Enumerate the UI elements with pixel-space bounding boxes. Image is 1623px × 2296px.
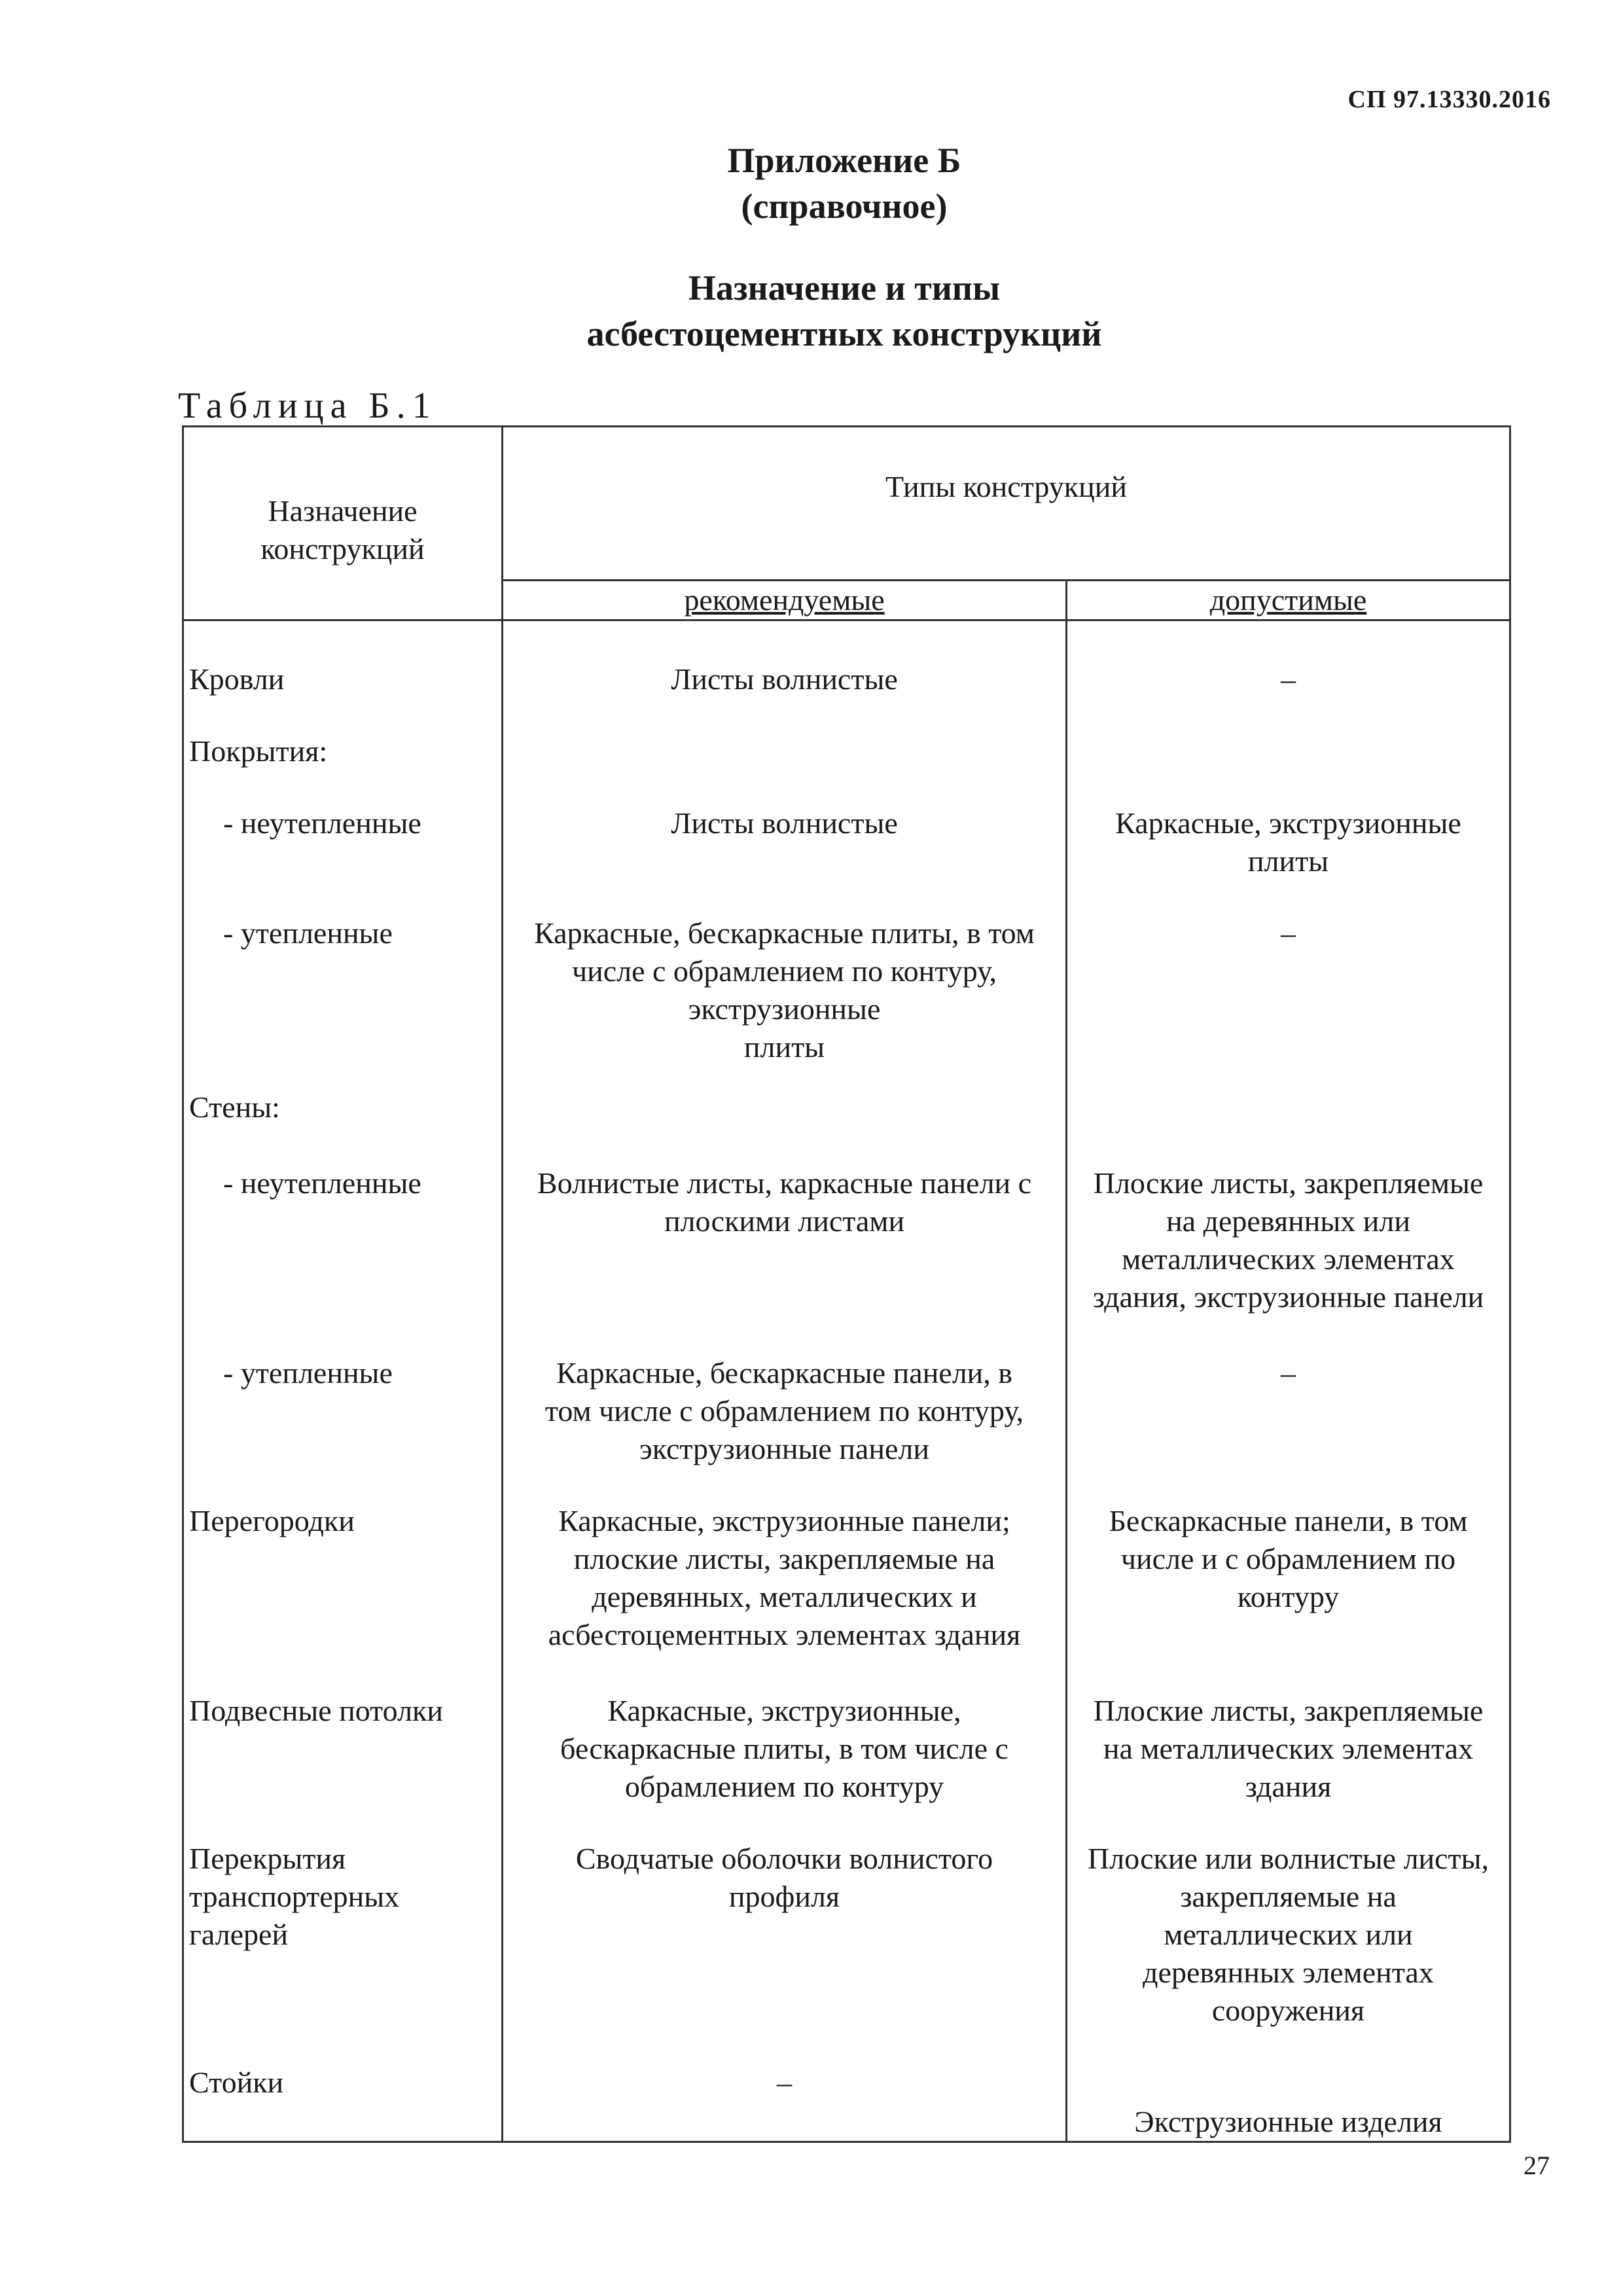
header-types: Типы конструкций [503,427,1510,581]
recommended-types-cell [503,1468,1067,1654]
allowed-line: – [1281,1356,1296,1390]
header-allowed [1067,581,1510,620]
recommended-line: бескаркасные плиты, в том числе с [560,1732,1008,1765]
recommended-line: профиля [728,1880,840,1913]
construction-purpose-cell: Кровли [183,620,503,699]
allowed-line: Плоские или волнистые листы, [1087,1842,1489,1875]
construction-purpose-cell: Подвесные потолки [183,1654,503,1806]
allowed-types-cell [1067,1316,1510,1468]
table-row [183,620,1510,699]
recommended-line: Каркасные, экструзионные панели; [558,1504,1010,1537]
recommended-line: Каркасные, экструзионные, [607,1694,961,1727]
construction-purpose-cell: - неутепленные [183,770,503,880]
allowed-line: металлических или [1164,1918,1413,1951]
allowed-line: плиты [1247,844,1329,878]
construction-purpose-cell [183,1806,503,2030]
construction-purpose-cell: - утепленные [183,1316,503,1468]
allowed-line: здания, экструзионные панели [1092,1280,1484,1314]
recommended-types-cell [503,2030,1067,2142]
allowed-types-cell [1067,2030,1510,2142]
recommended-types-cell [503,770,1067,880]
recommended-types-cell [503,1806,1067,2030]
recommended-types-cell [503,1316,1067,1468]
table-row [183,1806,1510,2030]
recommended-types-cell [503,1066,1067,1126]
table-row [183,1126,1510,1316]
header-purpose-line: конструкций [260,531,425,565]
construction-purpose-cell: Стойки [183,2030,503,2142]
allowed-line: Бескаркасные панели, в том [1109,1504,1468,1537]
recommended-line: Сводчатые оболочки волнистого [575,1842,993,1875]
purpose-line: галерей [189,1918,289,1951]
allowed-types-cell [1067,1468,1510,1654]
allowed-line: металлических элементах [1122,1242,1455,1276]
allowed-types-cell [1067,1126,1510,1316]
allowed-line: здания [1245,1770,1332,1803]
header-recommended-label: рекомендуемые [684,583,885,617]
allowed-line: – [1281,916,1296,950]
header-allowed-label: допустимые [1209,583,1367,617]
allowed-line: на металлических элементах [1103,1732,1474,1765]
allowed-line: Плоские листы, закрепляемые [1093,1166,1484,1200]
table-row [183,2030,1510,2142]
table-body [183,620,1510,2142]
recommended-line: плоские листы, закрепляемые на [573,1542,995,1575]
allowed-types-cell [1067,770,1510,880]
table-row [183,1066,1510,1126]
header-purpose-line: Назначение [268,493,418,528]
document-code: СП 97.13330.2016 [1347,86,1551,113]
appendix-title [0,137,1623,229]
recommended-line: Каркасные, бескаркасные панели, в [556,1356,1013,1390]
table-row [183,770,1510,880]
table-row [183,880,1510,1066]
appendix-subtitle [0,265,1623,357]
appendix-status-line: (справочное) [741,187,948,226]
allowed-types-cell [1067,1066,1510,1126]
recommended-line: экструзионные панели [639,1432,929,1465]
recommended-line: том числе с обрамлением по контуру, [544,1394,1024,1427]
subtitle-line: асбестоцементных конструкций [586,314,1102,353]
allowed-line: сооружения [1211,1994,1365,2027]
construction-purpose-cell: - неутепленные [183,1126,503,1316]
recommended-line: – [777,2066,792,2099]
appendix-title-line: Приложение Б [727,141,961,180]
construction-purpose-cell: - утепленные [183,880,503,1066]
construction-purpose-cell: Стены: [183,1066,503,1126]
subtitle-line: Назначение и типы [688,268,1001,308]
allowed-line: Экструзионные изделия [1134,2105,1442,2138]
construction-purpose-cell: Покрытия: [183,698,503,770]
allowed-line: деревянных элементах [1143,1956,1434,1989]
header-purpose [183,427,503,620]
allowed-types-cell [1067,698,1510,770]
allowed-line: – [1281,662,1296,696]
recommended-types-cell [503,1126,1067,1316]
table-row [183,1468,1510,1654]
recommended-line: экструзионные [688,992,881,1026]
recommended-types-cell [503,880,1067,1066]
allowed-types-cell [1067,880,1510,1066]
recommended-line: Листы волнистые [671,806,898,840]
allowed-types-cell [1067,620,1510,699]
table-row [183,1316,1510,1468]
recommended-line: числе с обрамлением по контуру, [571,954,997,988]
recommended-types-cell [503,1654,1067,1806]
allowed-line: закрепляемые на [1180,1880,1397,1913]
construction-purpose-cell: Перегородки [183,1468,503,1654]
recommended-line: Волнистые листы, каркасные панели с [537,1166,1032,1200]
recommended-line: плоскими листами [664,1204,905,1238]
recommended-line: асбестоцементных элементах здания [548,1618,1021,1651]
page-number: 27 [1524,2151,1550,2180]
allowed-types-cell [1067,1654,1510,1806]
purpose-line: транспортерных [189,1880,400,1913]
header-recommended [503,581,1067,620]
allowed-line: на деревянных или [1166,1204,1410,1238]
table-row [183,1654,1510,1806]
recommended-line: Каркасные, бескаркасные плиты, в том [534,916,1035,950]
allowed-line: Каркасные, экструзионные [1115,806,1461,840]
allowed-line: числе и с обрамлением по [1120,1542,1456,1575]
table-caption: Таблица Б.1 [178,386,437,426]
allowed-types-cell [1067,1806,1510,2030]
construction-types-table [182,425,1511,2143]
recommended-line: обрамлением по контуру [624,1770,944,1803]
allowed-line: контуру [1237,1580,1340,1613]
recommended-types-cell [503,698,1067,770]
table-row [183,698,1510,770]
allowed-line: Плоские листы, закрепляемые [1093,1694,1484,1727]
purpose-line: Перекрытия [189,1842,346,1875]
recommended-types-cell [503,620,1067,699]
recommended-line: плиты [743,1030,825,1064]
recommended-line: деревянных, металлических и [592,1580,977,1613]
recommended-line: Листы волнистые [671,662,898,696]
